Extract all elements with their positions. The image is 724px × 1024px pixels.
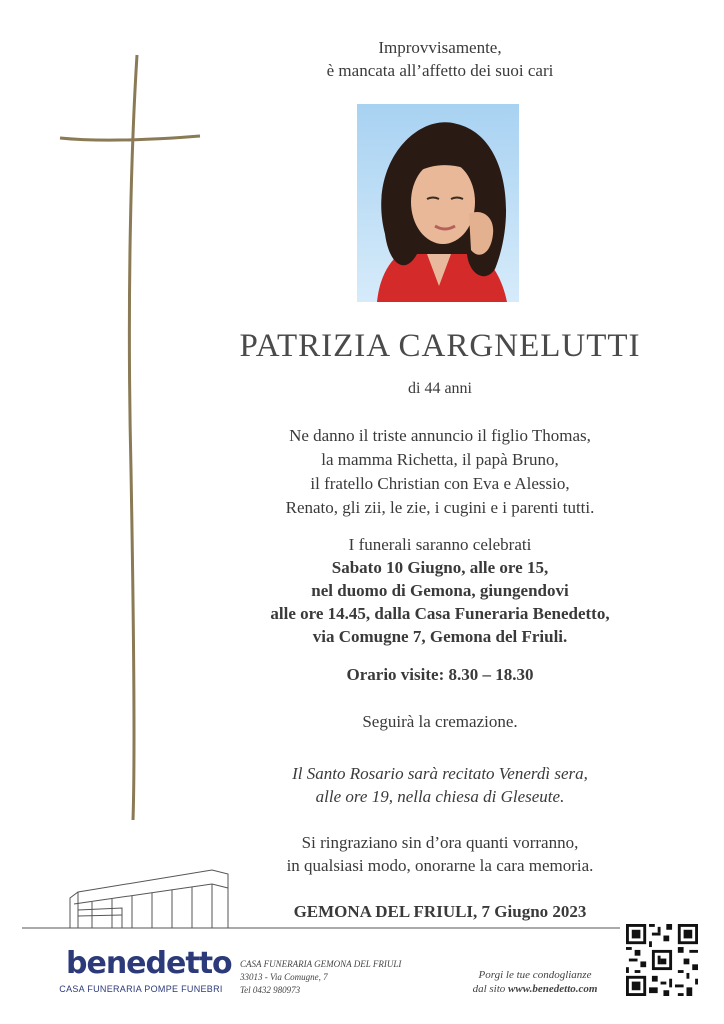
funeral-intro: I funerali saranno celebrati <box>348 535 532 554</box>
condolences-text: Porgi le tue condoglianze <box>478 969 592 981</box>
funeral-detail-line: via Comugne 7, Gemona del Friuli. <box>312 627 568 646</box>
visiting-hours: Orario visite: 8.30 – 18.30 <box>346 665 534 684</box>
qr-code-icon[interactable] <box>626 924 698 996</box>
funeral-home-contact <box>240 958 401 997</box>
cremation-note: Seguirà la cremazione. <box>362 712 518 731</box>
contact-line: CASA FUNERARIA GEMONA DEL FRIULI <box>240 959 402 969</box>
logo-subtitle: CASA FUNERARIA POMPE FUNEBRI <box>59 984 223 994</box>
condolences-note <box>440 968 630 996</box>
portrait-photo <box>357 104 519 302</box>
condolences-prefix: dal sito <box>472 983 509 995</box>
place-date: GEMONA DEL FRIULI, 7 Giugno 2023 <box>293 902 587 921</box>
intro-line: Improvvisamente, <box>378 38 502 57</box>
deceased-name: PATRIZIA CARGNELUTTI <box>239 328 641 364</box>
condolences-site-link[interactable]: www.benedetto.com <box>508 983 598 995</box>
intro-text <box>190 36 690 82</box>
contact-line: 33013 - Via Comugne, 7 <box>240 972 328 982</box>
rosary-line: alle ore 19, nella chiesa di Gleseute. <box>315 787 565 806</box>
portrait-illustration <box>357 104 519 302</box>
thanks-line: Si ringraziano sin d’ora quanti vorranno, <box>301 833 579 852</box>
funeral-detail-line: Sabato 10 Giugno, alle ore 15, <box>331 558 549 577</box>
funeral-detail-line: nel duomo di Gemona, giungendovi <box>311 581 569 600</box>
benedetto-logo: benedetto <box>66 946 232 981</box>
announcement-line: Renato, gli zii, le zie, i cugini e i parenti tutti. <box>285 498 595 517</box>
announcement-line: Ne danno il triste annuncio il figlio Thomas, <box>289 426 591 445</box>
contact-line: Tel 0432 980973 <box>240 985 301 995</box>
family-announcement <box>190 424 690 520</box>
rosary-note <box>190 762 690 808</box>
funeral-home-building-icon <box>22 858 622 938</box>
funeral-info <box>190 533 690 648</box>
announcement-line: la mamma Richetta, il papà Bruno, <box>321 450 559 469</box>
rosary-line: Il Santo Rosario sarà recitato Venerdì sera, <box>292 764 588 783</box>
deceased-age: di 44 anni <box>408 380 472 397</box>
intro-line: è mancata all’affetto dei suoi cari <box>326 61 554 80</box>
thanks-line: in qualsiasi modo, onorarne la cara memoria. <box>286 856 594 875</box>
announcement-line: il fratello Christian con Eva e Alessio, <box>310 474 570 493</box>
funeral-detail-line: alle ore 14.45, dalla Casa Funeraria Benedetto, <box>270 604 610 623</box>
